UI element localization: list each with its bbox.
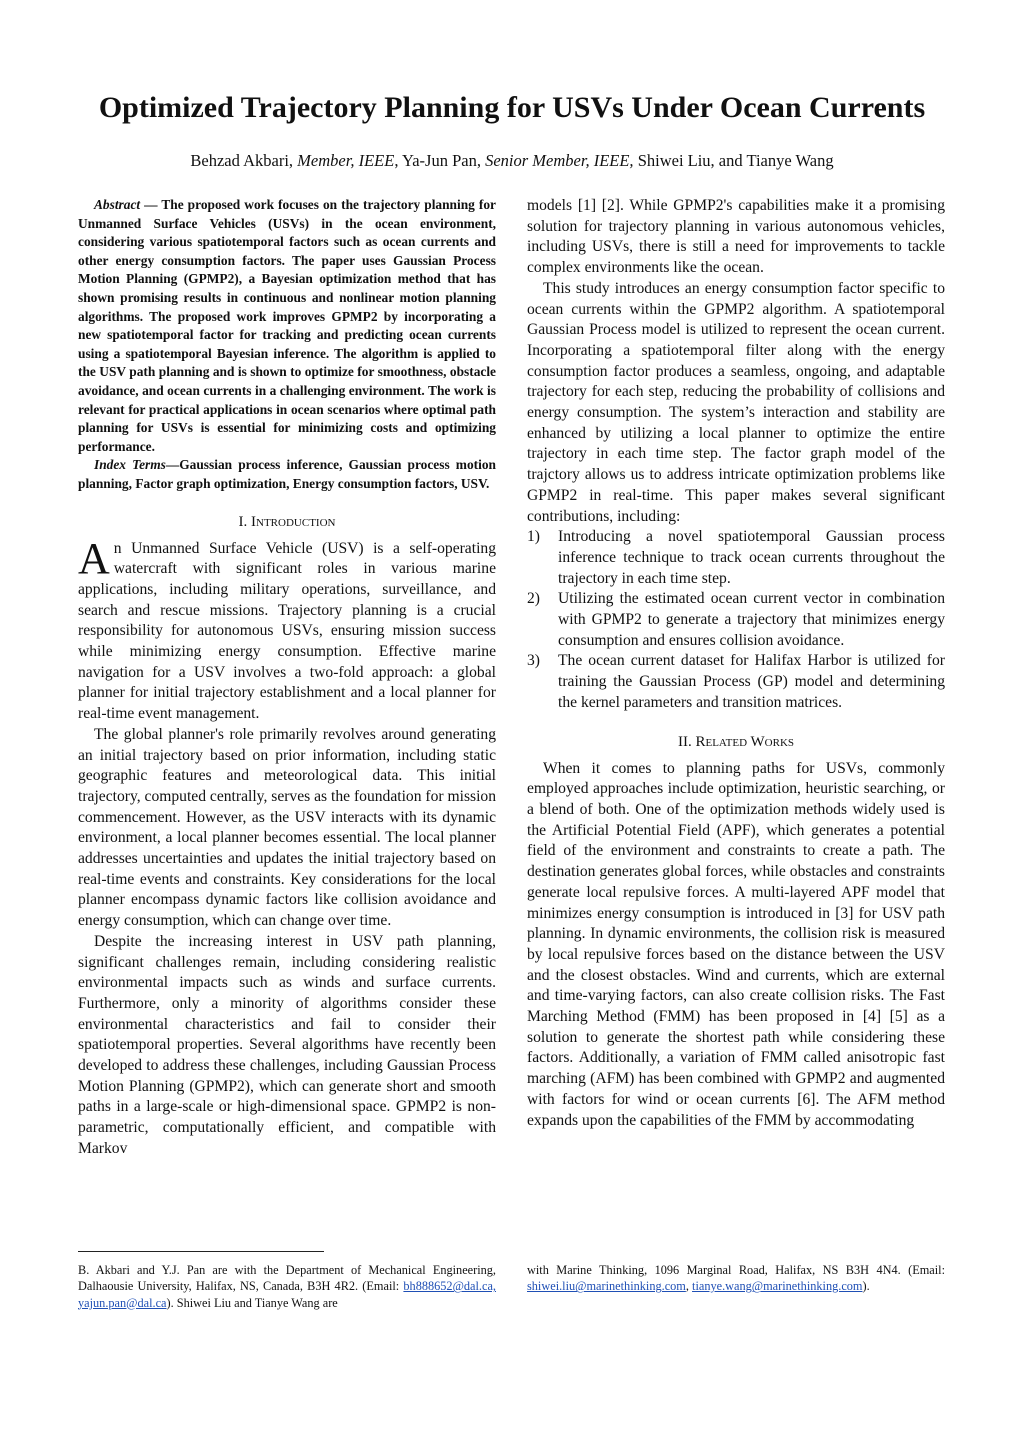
footnote-right-separator: ,	[685, 1279, 693, 1294]
abstract-text: The proposed work focuses on the trajectory planning for Unmanned Surface Vehicles (USVs) in the ocean environment, considering various spatiotemporal factors such as ocean currents and other energy consumption factors. The paper uses Gaussian Process Motion Planning (GPMP2), a Bayesian optimization method that has shown promising results in continuous and nonlinear motion planning algorithms. The proposed work improves GPMP2 by incorporating a new spatiotemporal factor for tracking and predicting ocean currents using a spatiotemporal Bayesian inference. The algorithm is applied to the USV path planning and is shown to optimize for smoothness, obstacle avoidance, and ocean currents in a challenging environment. The work is relevant for practical applications in ocean scenarios where optimal path planning for USVs is essential for minimizing costs and optimizing performance.	[78, 197, 496, 454]
footnote-divider	[78, 1251, 324, 1252]
intro-paragraph-1	[78, 533, 496, 725]
list-item-number: 1)	[527, 528, 540, 546]
footnote-right-tail: ).	[862, 1279, 870, 1294]
author-pan: , Ya-Jun Pan,	[394, 151, 486, 170]
paper-title: Optimized Trajectory Planning for USVs Under Ocean Currents	[98, 91, 926, 124]
section-heading-introduction: I. Introduction	[238, 513, 336, 530]
author-line	[0, 150, 1024, 172]
list-item-number: 3)	[527, 652, 540, 670]
intro-paragraph-3: Despite the increasing interest in USV path planning, significant challenges remain, including considering realistic environmental impacts such as winds and surface currents. Furthermore, only a minority of algorithms consider these environmental characteristics and fail to consider their spatiotemporal properties. Several algorithms have recently been developed to address these challenges, including Gaussian Process Motion Planning (GPMP2), which can generate short and smooth paths in a large-scale or high-dimensional space. GPMP2 is non-parametric, computationally efficient, and compatible with Markov	[78, 932, 496, 1157]
email-link-liu[interactable]: shiwei.liu@marinethinking.com	[527, 1279, 686, 1294]
index-terms-label: Index Terms	[94, 457, 166, 473]
drop-cap: A	[78, 533, 110, 583]
intro-paragraph-4: models [1] [2]. While GPMP2's capabilities make it a promising solution for trajectory planning in various autonomous vehicles, including USVs, there is still a need for improvements to tackle complex environments like the ocean.	[527, 197, 945, 277]
author-akbari: Behzad Akbari,	[190, 151, 298, 170]
abstract-dash: —	[140, 197, 162, 212]
intro-paragraph-2: The global planner's role primarily revolves around generating an initial trajectory based on prior information, including static geographic features and meteorological data. This initial trajectory, computed centrally, serves as the foundation for mission commencement. However, as the USV interacts with its dynamic environment, a local planner becomes essential. The local planner addresses uncertainties and updates the initial trajectory based on real-time events and constraints. Key considerations for the local planner encompass dynamic factors like collision avoidance and energy consumption, which can change over time.	[78, 725, 497, 930]
footnote-left	[78, 1262, 496, 1311]
list-item	[527, 651, 945, 713]
author-pan-role: Senior Member, IEEE,	[485, 151, 634, 170]
intro-paragraph-5: This study introduces an energy consumption factor specific to ocean currents within the GPMP2 algorithm. A spatiotemporal Gaussian Process model is utilized to represent the ocean current. Incorporating a spatiotemporal filter along with the energy consumption factor produces a seamless, ongoing, and adaptable trajectory for each step, reducing the probability of collisions and energy consumption. The system’s interaction and stability are enhanced by utilizing a local planner to optimize the entire trajectory in each time step. The factor graph model of the trajctory allows us to address intricate optimization problems like GPMP2 in real-time. This paper makes several significant contributions, including:	[527, 279, 945, 525]
list-item-text: Introducing a novel spatiotemporal Gaussian process inference technique to track ocean currents throughout the trajectory in each time step.	[558, 528, 945, 587]
abstract-label: Abstract	[94, 197, 141, 212]
footnote-left-text: B. Akbari and Y.J. Pan are with the Department of Mechanical Engineering, Dalhaousie University, Halifax, NS, Canada, B3H 4R2. (Email:	[78, 1263, 496, 1294]
section-heading-related-works: II. Related Works	[677, 733, 795, 750]
abstract	[78, 196, 496, 456]
list-item-text: The ocean current dataset for Halifax Harbor is utilized for training the Gaussian Process (GP) model and determining the kernel parameters and transition matrices.	[558, 652, 945, 711]
list-item	[527, 527, 945, 589]
footnote-right	[527, 1262, 945, 1295]
intro-paragraph-1-text: n Unmanned Surface Vehicle (USV) is a self-operating watercraft with significant roles in various marine applications, including military operations, surveillance, and search and rescue missions. Trajectory planning is a crucial responsibility for autonomous USVs, ensuring mission success while minimizing energy consumption. Effective marine navigation for a USV involves a two-fold approach: a global planner for initial trajectory establishment and a local planner for real-time event management.	[78, 539, 496, 723]
list-item-number: 2)	[527, 590, 540, 608]
author-others: Shiwei Liu, and Tianye Wang	[633, 151, 834, 170]
related-paragraph-1: When it comes to planning paths for USVs, commonly employed approaches include optimization, heuristic searching, or a blend of both. One of the optimization methods widely used is the Artificial Potential Field (APF), which generates a potential field of the environment and constraints to create a path. The destination generates global forces, while obstacles and constraints generate local repulsive forces. A multi-layered APF model that minimizes energy consumption is introduced in [3] for USV path planning. In dynamic environments, the collision risk is measured by local repulsive forces based on the distance between the USV and the closest obstacles. Wind and currents, which are external and time-varying factors, can also create collision risks. The Fast Marching Method (FMM) has been proposed in [4] [5] as a solution to generate the shortest path while considering these factors. Additionally, a variation of FMM called anisotropic fast marching (AFM) has been combined with GPMP2 and augmented with factors for wind or ocean currents [6]. The AFM method expands upon the capabilities of the FMM by accommodating	[527, 759, 945, 1129]
author-akbari-role: Member, IEEE	[297, 151, 395, 170]
footnote-left-tail: ). Shiwei Liu and Tianye Wang are	[166, 1295, 338, 1310]
contributions-list	[527, 527, 945, 713]
index-terms	[78, 456, 496, 493]
right-column	[527, 196, 945, 1131]
list-item-text: Utilizing the estimated ocean current vector in combination with GPMP2 to generate a trajectory that minimizes energy consumption and ensures collision avoidance.	[558, 590, 945, 649]
email-link-dal[interactable]: bh888652@dal.ca, yajun.pan@dal.ca	[78, 1279, 496, 1310]
footnote-right-text: with Marine Thinking, 1096 Marginal Road, Halifax, NS B3H 4N4. (Email:	[527, 1263, 945, 1277]
index-terms-text: —Gaussian process inference, Gaussian process motion planning, Factor graph optimization, Energy consumption factors, USV.	[78, 457, 496, 491]
left-column	[78, 196, 496, 1160]
email-link-wang[interactable]: tianye.wang@marinethinking.com	[692, 1279, 863, 1294]
list-item	[527, 589, 945, 651]
